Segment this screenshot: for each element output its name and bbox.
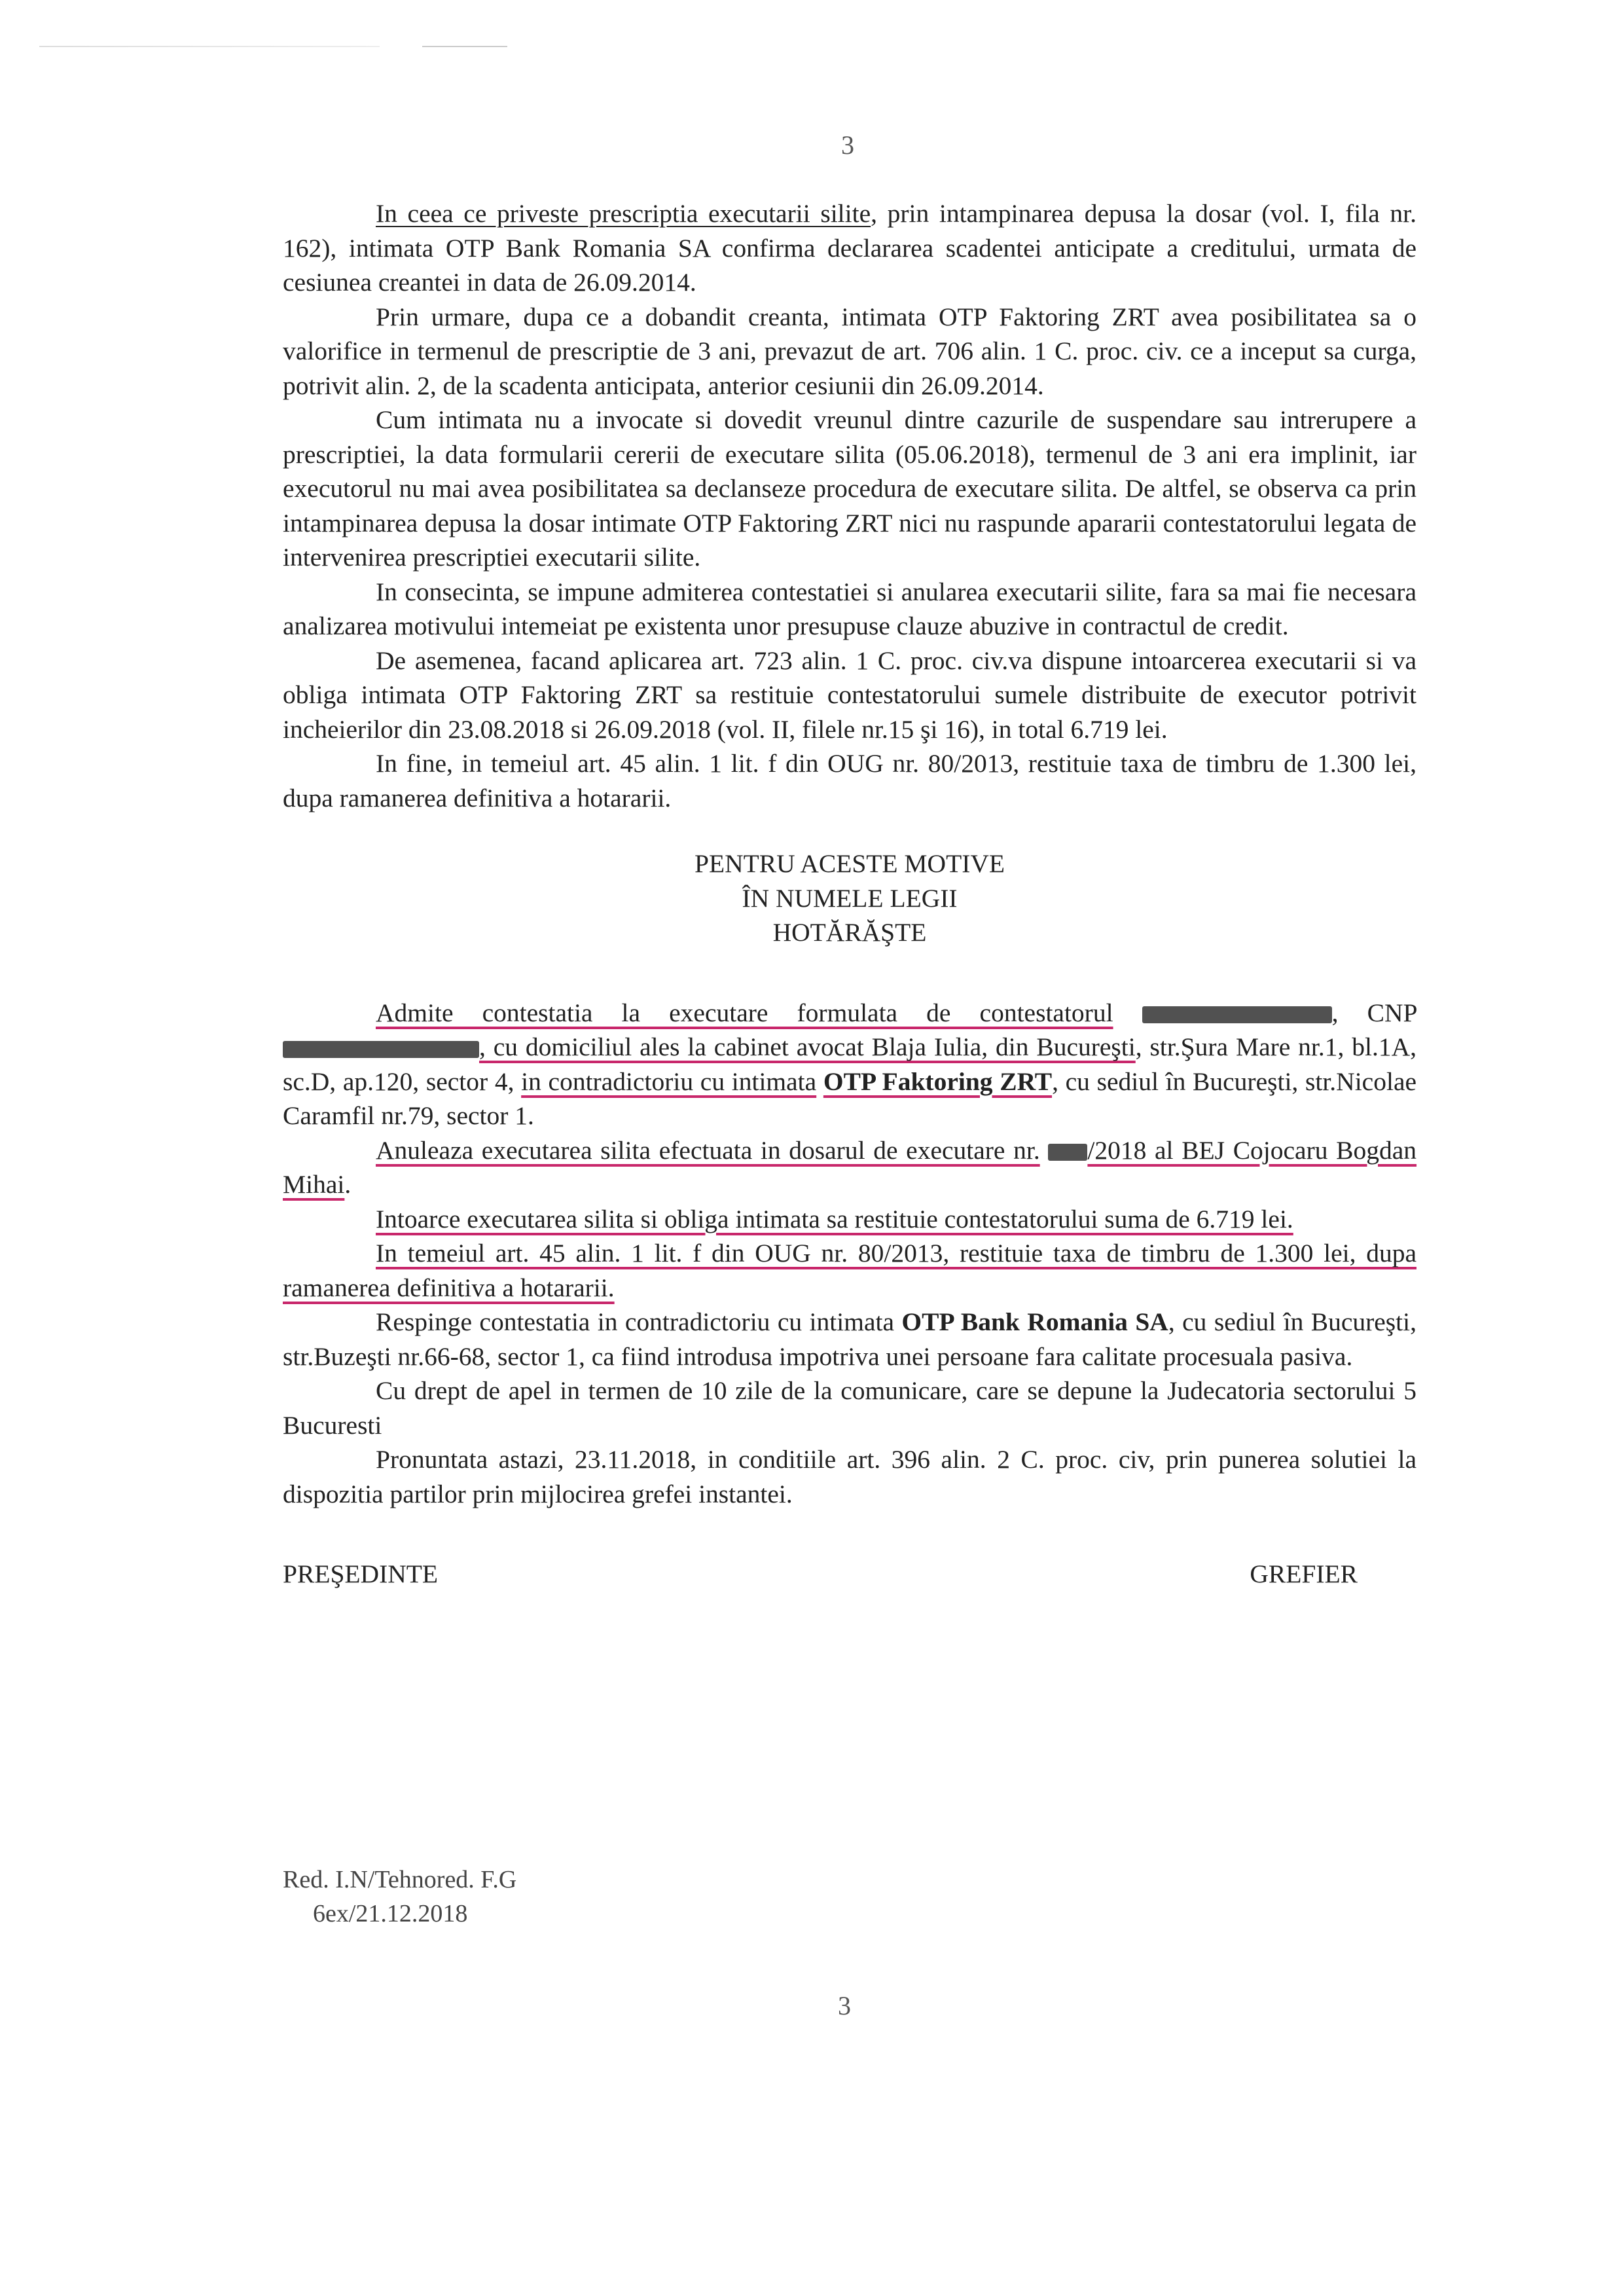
paragraph-prescription-lead: In ceea ce priveste prescriptia executarii silite <box>376 199 871 228</box>
scan-top-line <box>39 46 890 47</box>
document-body <box>283 196 1416 1592</box>
paragraph-stamp-tax: In fine, in temeiul art. 45 alin. 1 lit. f din OUG nr. 80/2013, restituie taxa de timbru de 1.300 lei, dupa ramanerea definitiva a hotararii. <box>283 749 1416 812</box>
ruling-stamp-tax: In temeiul art. 45 alin. 1 lit. f din OUG nr. 80/2013, restituie taxa de timbru de 1.300 lei, dupa ramanerea definitiva a hotararii. <box>283 1239 1416 1302</box>
redacted-cnp <box>283 1041 479 1058</box>
paragraph-prescription: In ceea ce priveste prescriptia executarii silite, prin intampinarea depusa la dosar (vol. I, fila nr. 162), intimata OTP Bank Romania SA confirma declararea scadentei anticipate a creditului, urmata de cesiunea creantei in data de 26.09.2014. <box>283 199 1416 297</box>
header-page-number: 3 <box>841 130 854 160</box>
paragraph-conclusion: In consecinta, se impune admiterea contestatiei si anularea executarii silite, fara sa mai fie necesara analizarea motivului intemeiat pe existenta unor presupuse clauze abuzive in contractul de credit. <box>283 577 1416 640</box>
heading-decides: HOTĂRĂŞTE <box>772 918 927 947</box>
paragraph-restitution: De asemenea, facand aplicarea art. 723 alin. 1 C. proc. civ.va dispune intoarcerea executarii si va obliga intimata OTP Faktoring ZRT sa restituie contestatorului sumele distribuite de executor potrivit incheierilor din 23.08.2018 si 26.09.2018 (vol. II, filele nr.15 şi 16), in total 6.719 lei. <box>283 646 1416 744</box>
ruling-admits: Admite contestatia la executare formulata de contestatorul , CNP , cu domiciliul ales la cabinet avocat Blaja Iulia, din Bucureşti, str.Şura Mare nr.1, bl.1A, sc.D, ap.120, sector 4, in contradictoriu cu intimata OTP Faktoring ZRT, cu sediul în Bucureşti, str.Nicolae Caramfil nr.79, sector 1. <box>283 998 1417 1130</box>
ruling-appeal: Cu drept de apel in termen de 10 zile de la comunicare, care se depune la Judecatoria sectorului 5 Bucuresti <box>283 1376 1416 1440</box>
heading-law: ÎN NUMELE LEGII <box>742 883 958 913</box>
signature-clerk: GREFIER <box>1250 1559 1358 1588</box>
footer-editor-line: Red. I.N/Tehnored. F.G <box>283 1866 517 1893</box>
redacted-file-number <box>1048 1144 1087 1161</box>
paragraph-suspension: Cum intimata nu a invocate si dovedit vreunul dintre cazurile de suspendare sau intrerupere a prescriptiei, la data formularii cererii de executare silita (05.06.2018), termenul de 3 ani era implinit, iar executorul nu mai avea posibilitatea sa declanseze procedura de executare silita. De altfel, se observa ca prin intampinarea depusa la dosar intimate OTP Faktoring ZRT nici nu raspunde apararii contestatorului legata de intervenirea prescriptiei executarii silite. <box>283 405 1416 572</box>
ruling-pronounced: Pronuntata astazi, 23.11.2018, in conditiile art. 396 alin. 2 C. proc. civ, prin punerea solutiei la dispozitia partilor prin mijlocirea grefei instantei. <box>283 1445 1416 1508</box>
redacted-name <box>1142 1006 1332 1023</box>
footer-page-number: 3 <box>838 1991 851 2020</box>
ruling-reverses: Intoarce executarea silita si obliga intimata sa restituie contestatorului suma de 6.719 lei. <box>376 1204 1293 1233</box>
signature-president: PREŞEDINTE <box>283 1559 438 1588</box>
heading-motives: PENTRU ACESTE MOTIVE <box>695 849 1005 878</box>
signature-row <box>283 1557 1416 1592</box>
ruling-rejects: Respinge contestatia in contradictoriu cu intimata OTP Bank Romania SA, cu sediul în Bucureşti, str.Buzeşti nr.66-68, sector 1, ca fiind introdusa impotriva unei persoane fara calitate procesuala pasiva. <box>283 1307 1416 1371</box>
footer-copies-line: 6ex/21.12.2018 <box>313 1900 468 1927</box>
footer-notes <box>283 1863 516 1931</box>
ruling-annuls: Anuleaza executarea silita efectuata in dosarul de executare nr. /2018 al BEJ Cojocaru Bogdan Mihai. <box>283 1135 1417 1199</box>
paragraph-consequence: Prin urmare, dupa ce a dobandit creanta, intimata OTP Faktoring ZRT avea posibilitatea sa o valorifice in termenul de prescriptie de 3 ani, prevazut de art. 706 alin. 1 C. proc. civ. ce a inceput sa curga, potrivit alin. 2, de la scadenta anticipata, anterior cesiunii din 26.09.2014. <box>283 302 1416 400</box>
